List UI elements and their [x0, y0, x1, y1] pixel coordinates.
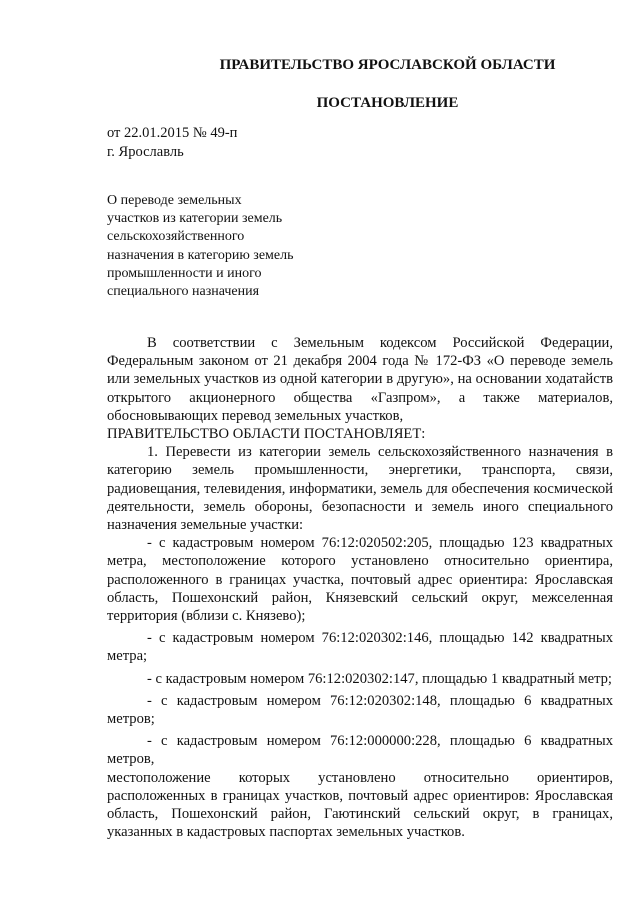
- subject-line: сельскохозяйственного: [107, 229, 245, 245]
- location-paragraph: местоположение которых установлено относительно ориентиров, расположенных в границах участков, почтовый адрес ориентиров: Ярославская область, Пошехонский район, Гаютинский сельский округ, в границах, указанных в кадастровых паспортах земельных участков.: [107, 769, 613, 841]
- date-number: от 22.01.2015 № 49-п: [107, 125, 238, 141]
- item-1-paragraph: 1. Перевести из категории земель сельскохозяйственного назначения в категорию земель промышленности, энергетики, транспорта, связи, радиовещания, телевидения, информатики, земель для обеспечения космической деятельности, земель обороны, безопасности и земель иного специального назначения земельные участки:: [107, 444, 613, 534]
- organization-title: ПРАВИТЕЛЬСТВО ЯРОСЛАВСКОЙ ОБЛАСТИ: [219, 57, 556, 73]
- subject-line: специального назначения: [107, 284, 260, 300]
- document-kind: ПОСТАНОВЛЕНИЕ: [316, 95, 459, 111]
- plot-5-paragraph: - с кадастровым номером 76:12:000000:228, площадью 6 квадратных метров,: [107, 733, 613, 768]
- subject-line: О переводе земельных: [107, 193, 242, 208]
- subject-line: участков из категории земель: [107, 211, 283, 227]
- subject-line: назначения в категорию земель: [107, 247, 294, 263]
- plot-1-paragraph: - с кадастровым номером 76:12:020502:205, площадью 123 квадратных метра, местоположение которого установлено относительно ориентира, расположенного в границах участка, почтовый адрес ориентира: Ярославская область, Пошехонский район, Князевский сельский округ, межселенная территория (вблизи с. Князево);: [107, 535, 613, 625]
- preamble-paragraph: В соответствии с Земельным кодексом Российской Федерации, Федеральным законом от 21 декабря 2004 года № 172-ФЗ «О переводе земель или земельных участков из одной категории в другую», на основании ходатайств открытого акционерного общества «Газпром», а также материалов, обосновывающих перевод земельных участков,: [107, 335, 613, 424]
- subject-line: промышленности и иного: [107, 265, 262, 281]
- plot-3-paragraph: - с кадастровым номером 76:12:020302:147, площадью 1 квадратный метр;: [147, 670, 612, 687]
- plot-4-paragraph: - с кадастровым номером 76:12:020302:148, площадью 6 квадратных метров;: [107, 692, 613, 728]
- document-subject: [107, 192, 337, 301]
- place: г. Ярославль: [107, 144, 184, 160]
- decree-line: ПРАВИТЕЛЬСТВО ОБЛАСТИ ПОСТАНОВЛЯЕТ:: [107, 426, 426, 443]
- plot-2-paragraph: - с кадастровым номером 76:12:020302:146, площадью 142 квадратных метра;: [107, 630, 613, 665]
- document-meta: [107, 124, 237, 162]
- document-body: [107, 334, 613, 841]
